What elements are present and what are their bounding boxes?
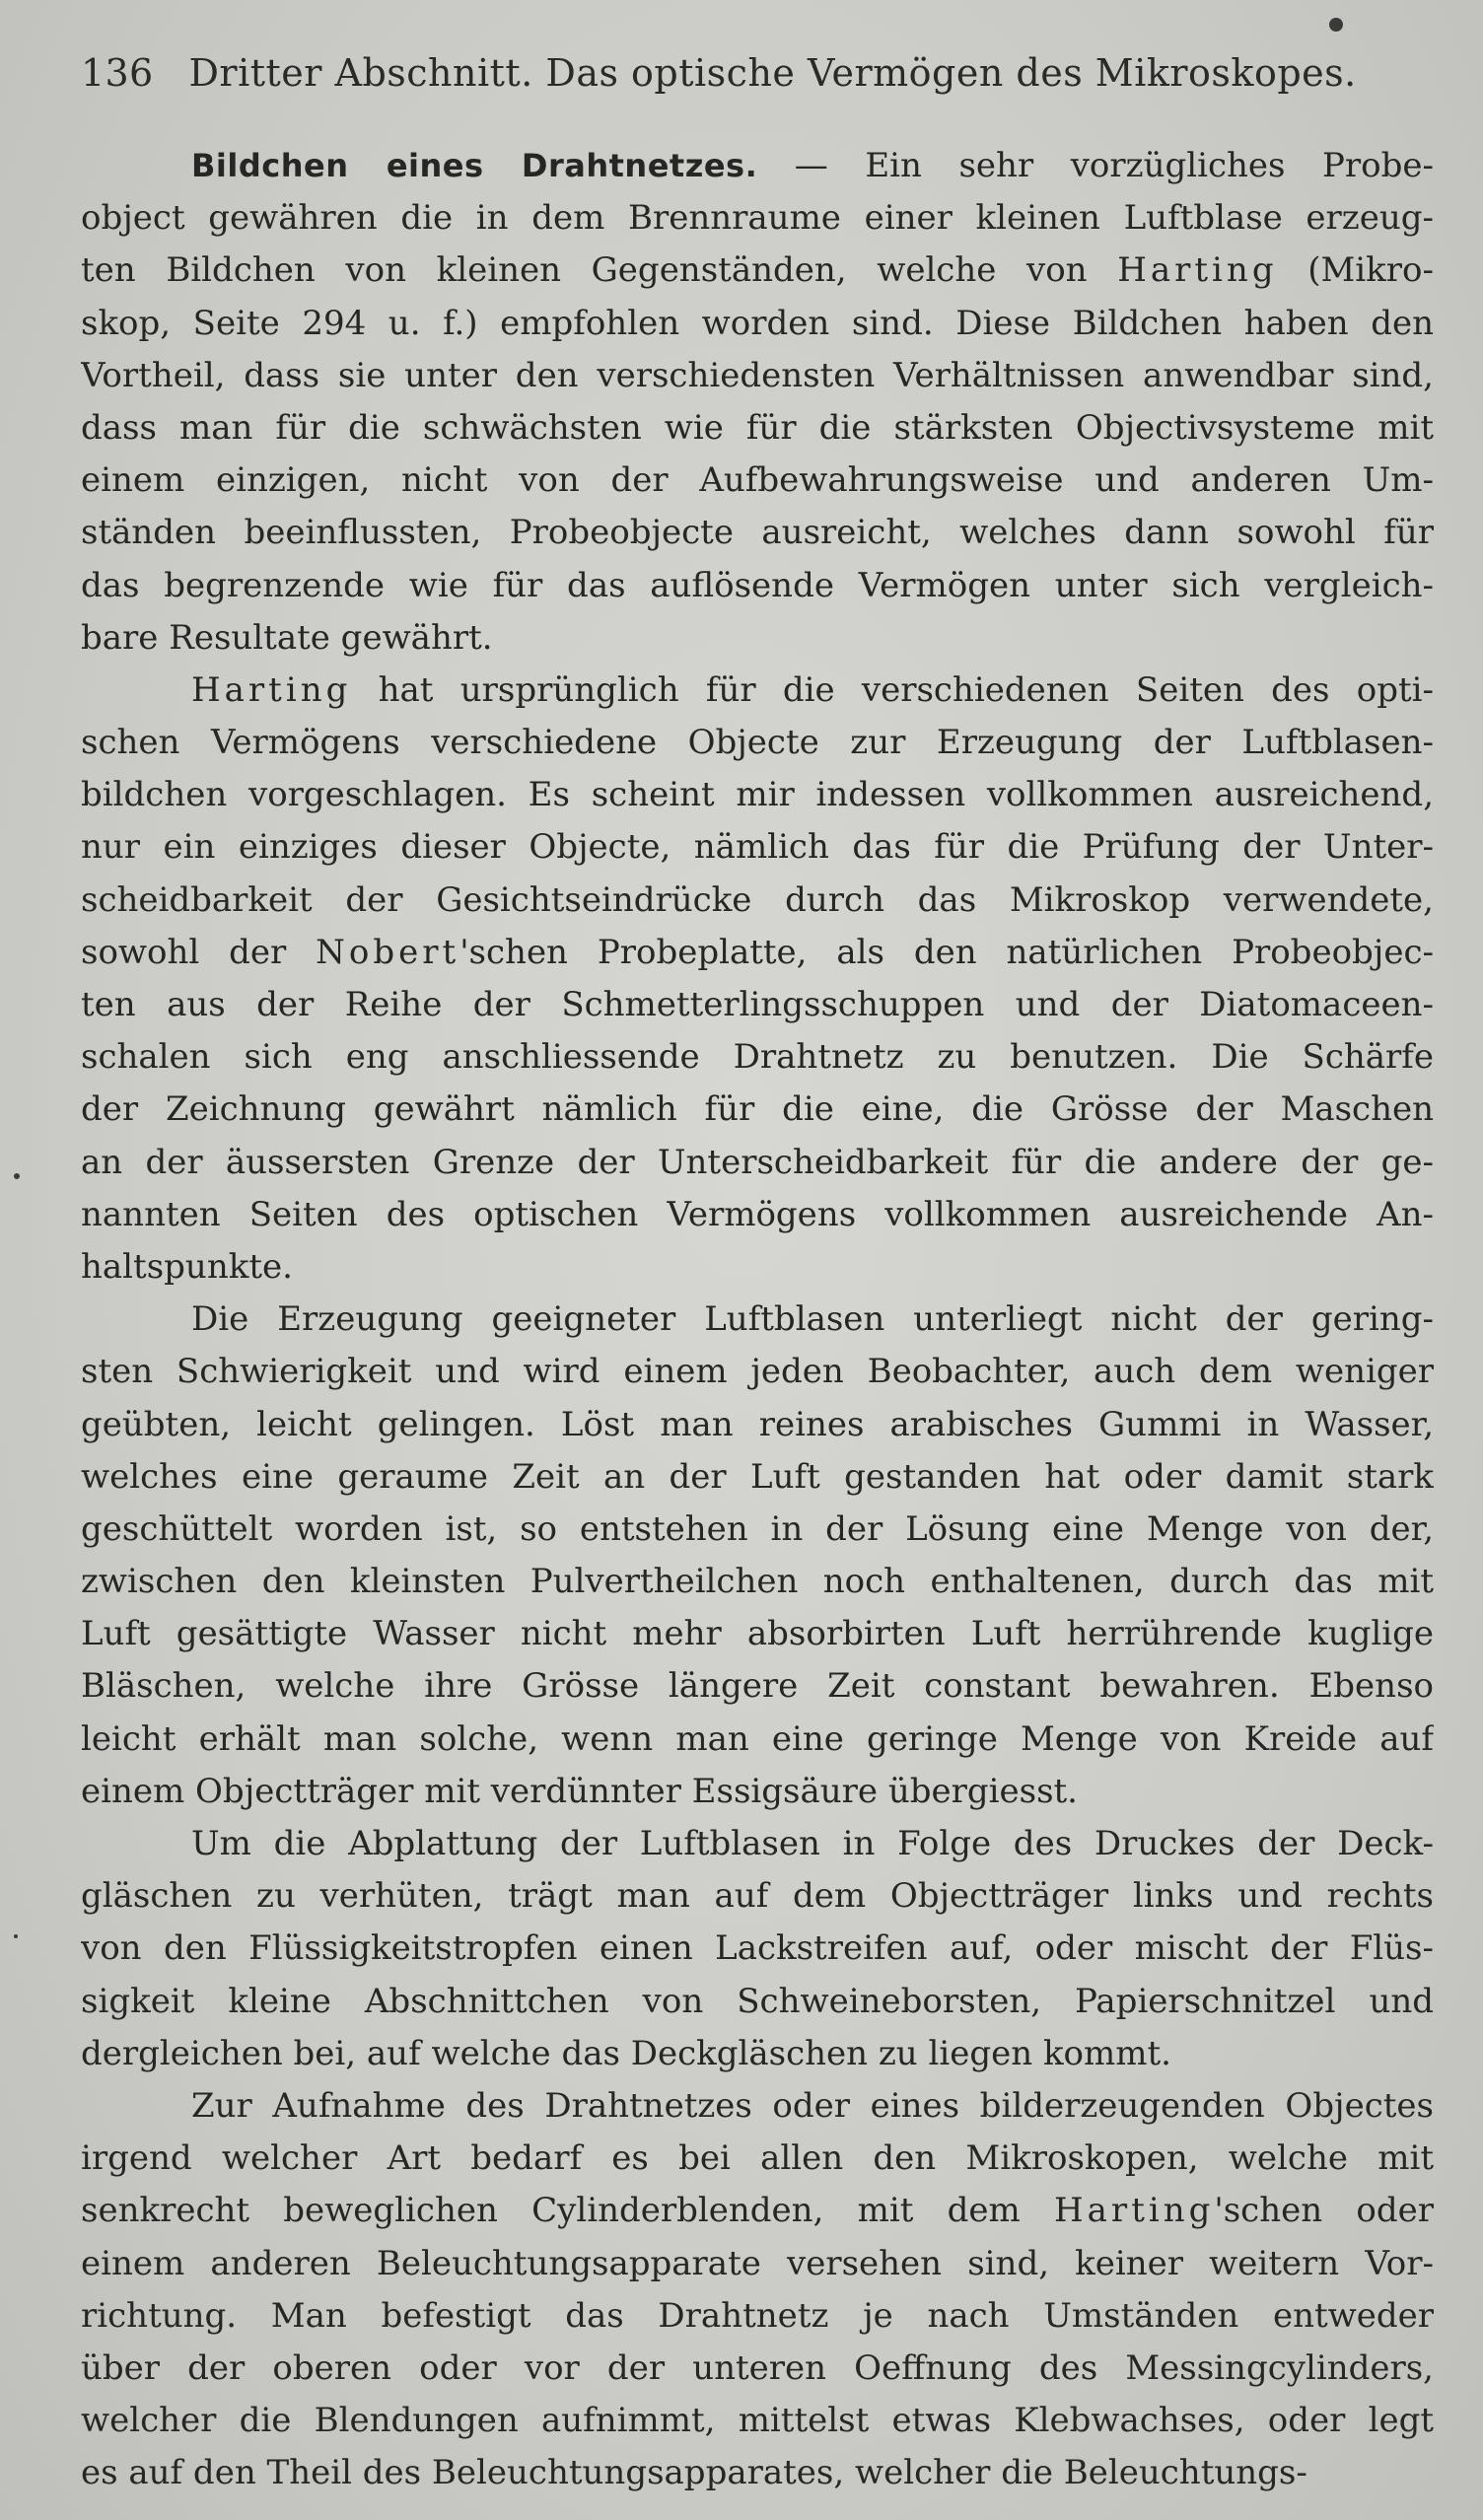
margin-mark [14, 1934, 18, 1938]
text-line: skop, Seite 294 u. f.) empfohlen worden sind. Diese Bildchen haben den [81, 303, 1434, 343]
text-line: geübten, leicht gelingen. Löst man reines arabisches Gummi in Wasser, [81, 1404, 1434, 1444]
text-line: ten Bildchen von kleinen Gegenständen, welche von Harting (Mikro- [81, 250, 1434, 291]
text-line: von den Flüssigkeitstropfen einen Lackstreifen auf, oder mischt der Flüs- [81, 1928, 1434, 1969]
text-line: haltspunkte. [81, 1246, 293, 1287]
text-line: Die Erzeugung geeigneter Luftblasen unterliegt nicht der gering- [191, 1299, 1434, 1340]
text-line: schen Vermögens verschiedene Objecte zur Erzeugung der Luftblasen- [81, 723, 1434, 763]
text-line: ten aus der Reihe der Schmetterlingsschuppen und der Diatomaceen- [81, 985, 1434, 1024]
text-line: an der äussersten Grenze der Unterscheidbarkeit für die andere der ge- [81, 1142, 1434, 1182]
paragraph [81, 1818, 1434, 2080]
margin-mark [14, 1173, 20, 1179]
text-line: scheidbarkeit der Gesichtseindrücke durch das Mikroskop verwendete, [81, 879, 1434, 920]
running-head: Dritter Abschnitt. Das optische Vermögen des Mikroskopes. [188, 51, 1357, 95]
text-line: der Zeichnung gewährt nämlich für die eine, die Grösse der Maschen [81, 1089, 1434, 1130]
text-line: Zur Aufnahme des Drahtnetzes oder eines bilderzeugenden Objectes [191, 2085, 1434, 2126]
text-line: bare Resultate gewährt. [81, 617, 493, 658]
text-line: dass man für die schwächsten wie für die stärksten Objectivsysteme mit [81, 407, 1434, 448]
text-line: welcher die Blendungen aufnimmt, mittelst etwas Klebwachses, oder legt [81, 2401, 1434, 2441]
text-line: sowohl der Nobert'schen Probeplatte, als den natürlichen Probeobjec- [81, 932, 1434, 972]
text-line: welches eine geraume Zeit an der Luft gestanden hat oder damit stark [81, 1456, 1434, 1497]
text-line: schalen sich eng anschliessende Drahtnetz zu benutzen. Die Schärfe [81, 1037, 1434, 1078]
text-line: einem einzigen, nicht von der Aufbewahrungsweise und anderen Um- [81, 460, 1434, 501]
text-line: nannten Seiten des optischen Vermögens vollkommen ausreichende An- [81, 1194, 1434, 1234]
text-line: über der oberen oder vor der unteren Oeffnung des Messingcylinders, [81, 2347, 1434, 2388]
text-line: Um die Abplattung der Luftblasen in Folge des Druckes der Deck- [191, 1824, 1434, 1863]
text-line: ständen beeinflussten, Probeobjecte ausreicht, welches dann sowohl für [81, 513, 1434, 553]
text-line: das begrenzende wie für das auflösende Vermögen unter sich vergleich- [81, 565, 1434, 605]
paragraph [81, 1294, 1434, 1818]
text-line: Bildchen eines Drahtnetzes. — Ein sehr vorzügliches Probe- [191, 146, 1434, 185]
paragraph [81, 2080, 1434, 2500]
text-line: einem anderen Beleuchtungsapparate versehen sind, keiner weitern Vor- [81, 2243, 1434, 2283]
text-line: dergleichen bei, auf welche das Deckgläschen zu liegen kommt. [81, 2033, 1171, 2073]
text-line: zwischen den kleinsten Pulvertheilchen noch enthaltenen, durch das mit [81, 1562, 1434, 1602]
text-line: geschüttelt worden ist, so entstehen in der Lösung eine Menge von der, [81, 1508, 1434, 1549]
text-line: gläschen zu verhüten, trägt man auf dem Objectträger links und rechts [81, 1876, 1434, 1917]
book-page [81, 51, 1434, 2499]
page-number: 136 [81, 51, 154, 95]
text-line: Luft gesättigte Wasser nicht mehr absorbirten Luft herrührende kuglige [81, 1614, 1434, 1654]
text-line: nur ein einziges dieser Objecte, nämlich das für die Prüfung der Unter- [81, 827, 1434, 868]
body-text [81, 140, 1434, 2499]
ink-speck [1329, 18, 1343, 32]
text-line: richtung. Man befestigt das Drahtnetz je nach Umständen entweder [81, 2295, 1434, 2336]
text-line: leicht erhält man solche, wenn man eine geringe Menge von Kreide auf [81, 1718, 1434, 1759]
text-line: irgend welcher Art bedarf es bei allen den Mikroskopen, welche mit [81, 2138, 1434, 2179]
text-line: sten Schwierigkeit und wird einem jeden Beobachter, auch dem weniger [81, 1352, 1434, 1392]
page-header [81, 51, 1434, 112]
text-line: Bläschen, welche ihre Grösse längere Zeit constant bewahren. Ebenso [81, 1666, 1434, 1707]
text-line: Harting hat ursprünglich für die verschiedenen Seiten des opti- [191, 669, 1434, 710]
paragraph [81, 140, 1434, 665]
text-line: Vortheil, dass sie unter den verschiedensten Verhältnissen anwendbar sind, [81, 355, 1434, 395]
text-line: es auf den Theil des Beleuchtungsapparates, welcher die Beleuchtungs- [81, 2453, 1307, 2493]
text-line: senkrecht beweglichen Cylinderblenden, mit dem Harting'schen oder [81, 2191, 1434, 2231]
text-line: sigkeit kleine Abschnittchen von Schweineborsten, Papierschnitzel und [81, 1981, 1434, 2021]
section-heading-term: Bildchen eines Drahtnetzes. [191, 147, 758, 184]
text-line: bildchen vorgeschlagen. Es scheint mir indessen vollkommen ausreichend, [81, 775, 1434, 815]
text-line: object gewähren die in dem Brennraume einer kleinen Luftblase erzeug- [81, 198, 1434, 239]
text-line: einem Objectträger mit verdünnter Essigsäure übergiesst. [81, 1771, 1078, 1811]
paragraph [81, 665, 1434, 1294]
